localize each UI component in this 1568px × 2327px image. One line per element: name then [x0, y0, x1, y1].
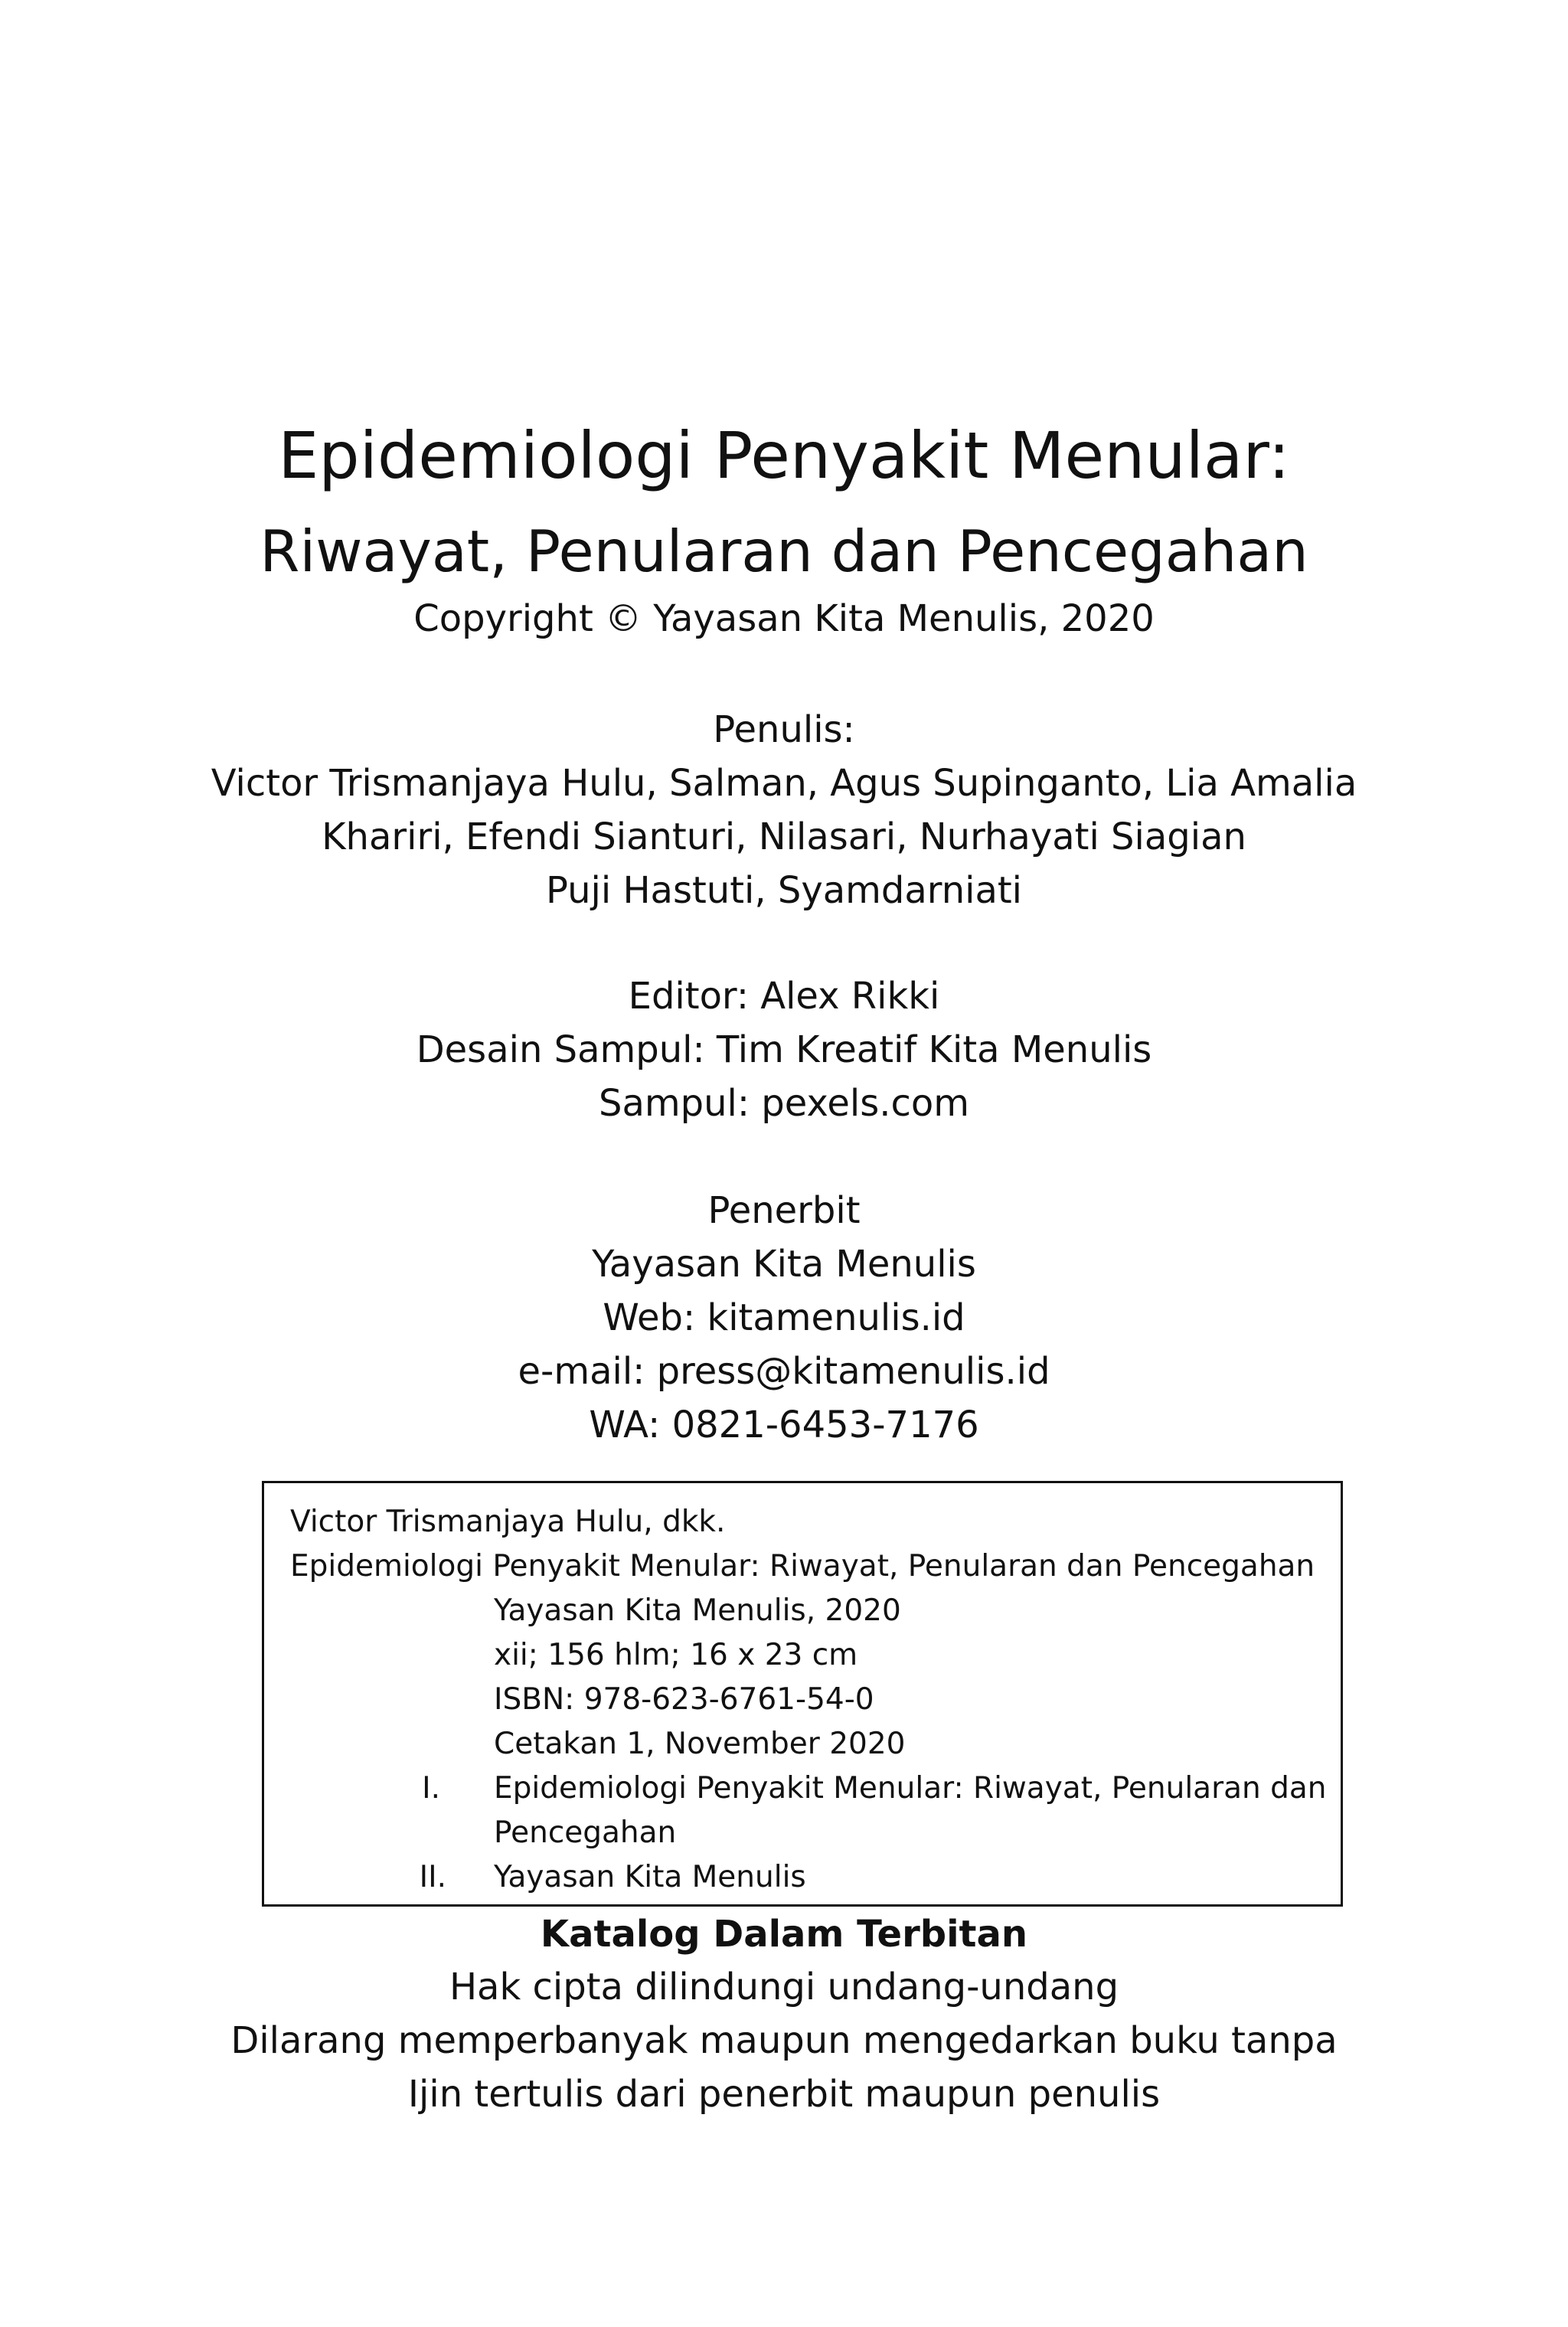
- publisher-section: [0, 1184, 1568, 1452]
- book-title-subtitle: Riwayat, Penularan dan Pencegahan: [260, 518, 1308, 585]
- copyright-notice: Copyright © Yayasan Kita Menulis, 2020: [413, 597, 1155, 640]
- book-title-main: Epidemiologi Penyakit Menular:: [278, 418, 1290, 493]
- catalog-entry-number: I.: [422, 1771, 440, 1806]
- catalog-pages-size: xii; 156 hlm; 16 x 23 cm: [494, 1638, 858, 1672]
- catalog-publisher-year: Yayasan Kita Menulis, 2020: [494, 1593, 901, 1628]
- authors-label: Penulis:: [713, 708, 855, 751]
- catalog-entry: [264, 1766, 1341, 1811]
- authors-section: [0, 703, 1568, 917]
- cover-image-credit: Sampul: pexels.com: [598, 1082, 970, 1125]
- catalog-entry-text: Yayasan Kita Menulis: [494, 1860, 806, 1894]
- rights-line: Hak cipta dilindungi undang-undang: [449, 1966, 1119, 2008]
- catalog-isbn: ISBN: 978-623-6761-54-0: [494, 1682, 874, 1717]
- authors-line: Victor Trismanjaya Hulu, Salman, Agus Supinganto, Lia Amalia: [211, 762, 1357, 805]
- credits-section: [0, 969, 1568, 1130]
- cover-design-credit: Desain Sampul: Tim Kreatif Kita Menulis: [416, 1028, 1152, 1071]
- rights-line: Ijin tertulis dari penerbit maupun penulis: [407, 2073, 1161, 2116]
- catalog-entry-text: Epidemiologi Penyakit Menular: Riwayat, Penularan dan: [494, 1771, 1327, 1806]
- catalog-book-title: Epidemiologi Penyakit Menular: Riwayat, Penularan dan Pencegahan: [290, 1549, 1315, 1583]
- publisher-name: Yayasan Kita Menulis: [592, 1243, 976, 1286]
- catalog-edition: Cetakan 1, November 2020: [494, 1727, 906, 1761]
- catalog-caption: Katalog Dalam Terbitan: [540, 1913, 1028, 1956]
- authors-line: Puji Hastuti, Syamdarniati: [545, 869, 1023, 912]
- rights-line: Dilarang memperbanyak maupun mengedarkan buku tanpa: [230, 2019, 1338, 2062]
- authors-line: Khariri, Efendi Sianturi, Nilasari, Nurhayati Siagian: [322, 815, 1246, 858]
- catalog-entry: [264, 1855, 1341, 1900]
- catalog-entry-number: II.: [419, 1860, 446, 1894]
- catalog-entry-text-continued: Pencegahan: [494, 1816, 677, 1850]
- publisher-email: e-mail: press@kitamenulis.id: [518, 1350, 1050, 1393]
- catalog-author: Victor Trismanjaya Hulu, dkk.: [290, 1505, 726, 1539]
- publisher-web: Web: kitamenulis.id: [603, 1296, 965, 1339]
- catalog-record-box: [262, 1481, 1343, 1907]
- editor-credit: Editor: Alex Rikki: [628, 975, 940, 1018]
- rights-notice: [0, 1960, 1568, 2121]
- publisher-whatsapp: WA: 0821-6453-7176: [589, 1404, 979, 1446]
- publisher-label: Penerbit: [707, 1189, 861, 1232]
